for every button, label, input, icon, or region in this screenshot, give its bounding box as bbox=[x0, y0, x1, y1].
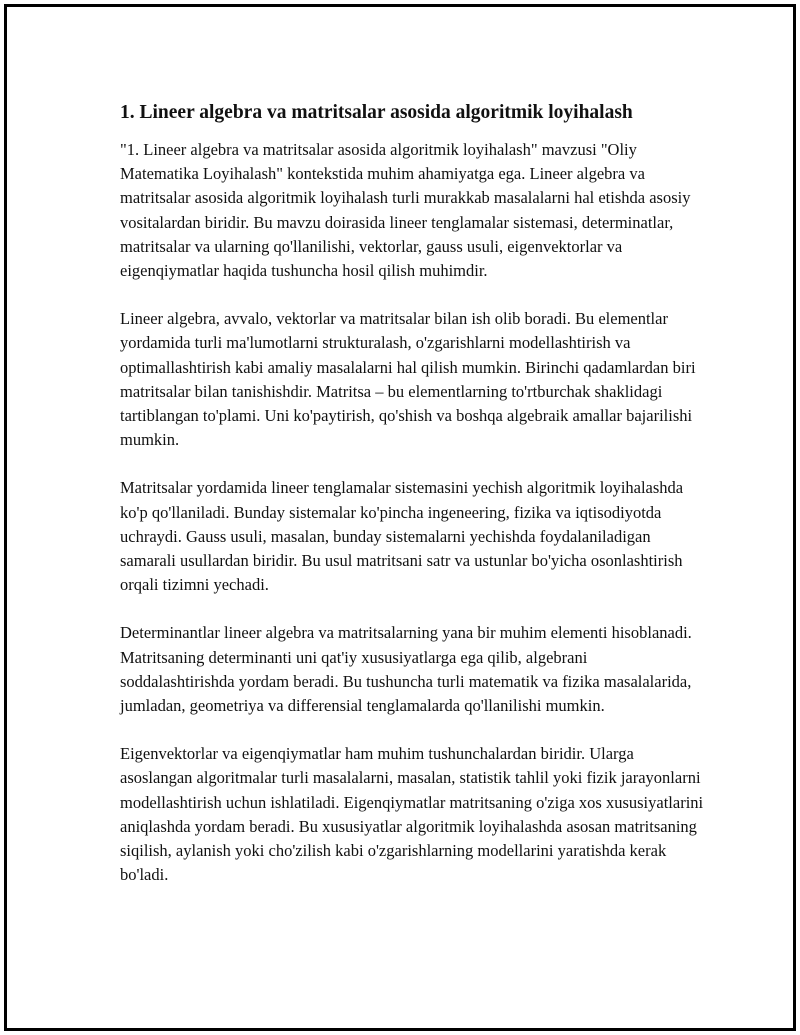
paragraph-eigen: Eigenvektorlar va eigenqiymatlar ham muhim tushunchalardan biridir. Ularga asoslangan algoritmalar turli masalalarni, masalan, statistik tahlil yoki fizik jarayonlarni modellashtirish uchun ishlatiladi. Eigenqiymatlar matritsaning o'ziga xos xususiyatlarini aniqlashda yordam beradi. Bu xususiyatlar algoritmik loyihalashda asosan matritsaning siqilish, aylanish yoki cho'zilish kabi o'zgarishlarning modellarini yaratishda kerak bo'ladi. bbox=[120, 744, 704, 885]
section-heading: 1. Lineer algebra va matritsalar asosida algoritmik loyihalash bbox=[120, 102, 633, 123]
page-frame bbox=[4, 4, 796, 1031]
paragraph-linear-systems: Matritsalar yordamida lineer tenglamalar sistemasini yechish algoritmik loyihalashda ko'p qo'llaniladi. Bunday sistemalar ko'pincha ingeneering, fizika va iqtisodiyotda uchraydi. Gauss usuli, masalan, bunday sistemalarni yechishda foydalaniladigan samarali usullardan biridir. Bu usul matritsani satr va ustunlar bo'yicha osonlashtirish orqali tizimni yechadi. bbox=[120, 478, 684, 595]
paragraph-intro: "1. Lineer algebra va matritsalar asosida algoritmik loyihalash" mavzusi "Oliy Matematika Loyihalash" kontekstida muhim ahamiyatga ega. Lineer algebra va matritsalar asosida algoritmik loyihalash turli murakkab masalalarni hal etishda asosiy vositalardan biridir. Bu mavzu doirasida lineer tenglamalar sistemasi, determinatlar, matritsalar va ularning qo'llanilishi, vektorlar, gauss usuli, eigenvektorlar va eigenqiymatlar haqida tushuncha hosil qilish muhimdir. bbox=[120, 140, 691, 281]
paragraph-determinants: Determinantlar lineer algebra va matritsalarning yana bir muhim elementi hisoblanadi. Matritsaning determinanti uni qat'iy xususiyatlarga ega qilib, algebrani soddalashtirishda yordam beradi. Bu tushuncha turli matematik va fizika masalalarida, jumladan, geometriya va differensial tenglamalarda qo'llanilishi mumkin. bbox=[120, 623, 692, 716]
paragraph-vectors-matrices: Lineer algebra, avvalo, vektorlar va matritsalar bilan ish olib boradi. Bu elementlar yordamida turli ma'lumotlarni strukturalash, o'zgarishlarni modellashtirish va optimallashtirish kabi amaliy masalalarni hal qilish mumkin. Birinchi qadamlardan biri matritsalar bilan tanishishdir. Matritsa – bu elementlarning to'rtburchak shaklidagi tartiblangan to'plami. Uni ko'paytirish, qo'shish va boshqa algebraik amallar bajarilishi mumkin. bbox=[120, 309, 696, 450]
page-content bbox=[120, 100, 705, 911]
